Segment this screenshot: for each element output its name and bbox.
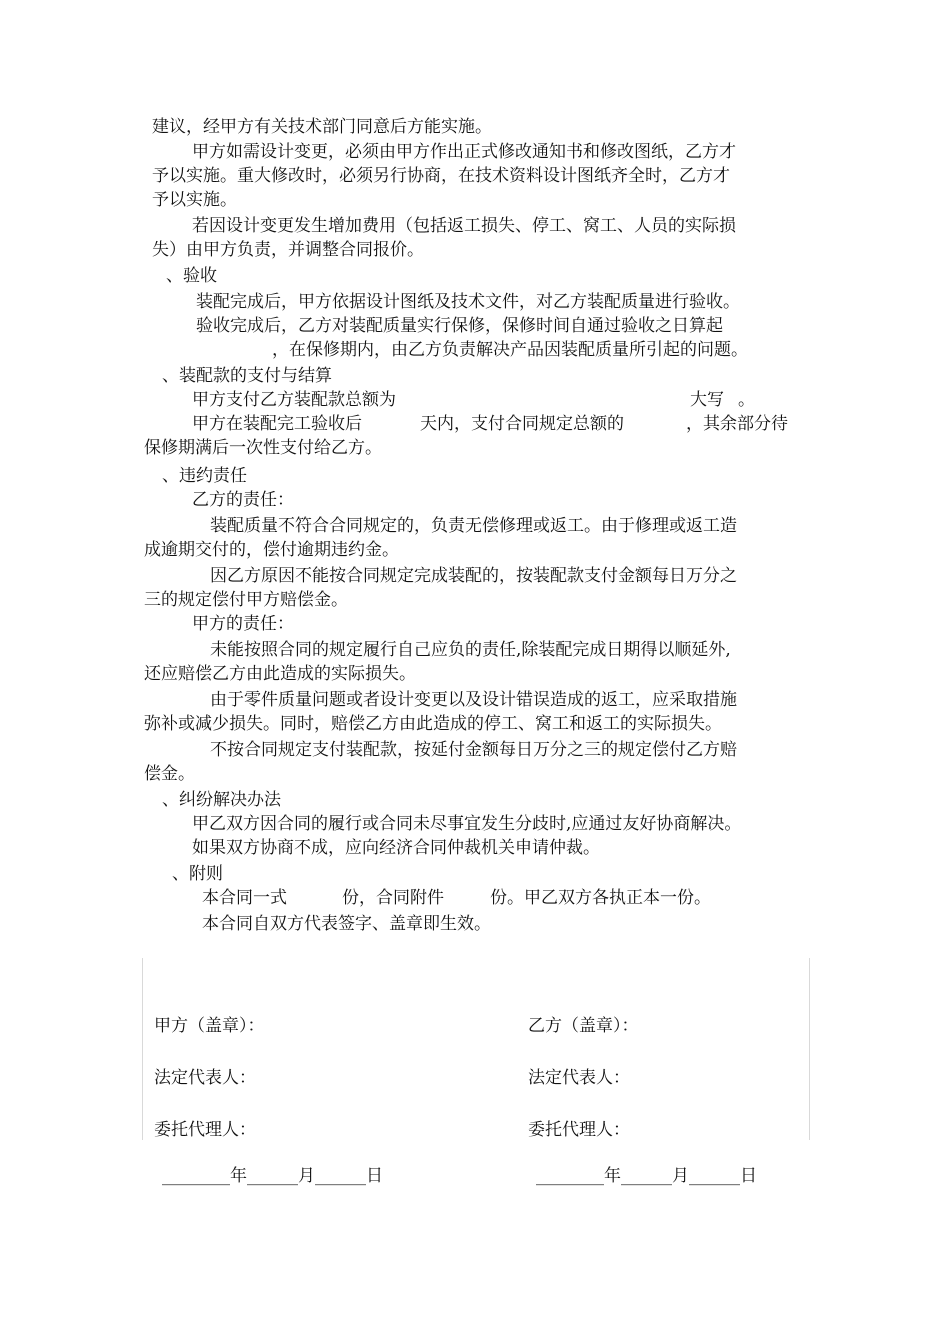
paragraph-design-change-line2: 予以实施。重大修改时，必须另行协商，在技术资料设计图纸齐全时，乙方才 xyxy=(152,166,730,186)
acceptance-line3: ，在保修期内，由乙方负责解决产品因装配质量所引起的问题。 xyxy=(272,340,748,360)
subheading-party-a-liability: 甲方的责任： xyxy=(192,614,294,634)
party-b-seal-label: 乙方（盖章）： xyxy=(528,1016,639,1036)
party-b-legal-rep-label: 法定代表人： xyxy=(528,1068,630,1088)
paragraph-design-approval: 建议，经甲方有关技术部门同意后方能实施。 xyxy=(152,117,492,137)
party-a-liability1-line1: 未能按照合同的规定履行自己应负的责任,除装配完成日期得以顺延外, xyxy=(210,640,731,660)
party-b-liability2-line1: 因乙方原因不能按合同规定完成装配的，按装配款支付金额每日万分之 xyxy=(210,566,737,586)
dispute-line2: 如果双方协商不成，应向经济合同仲裁机关申请仲裁。 xyxy=(192,838,600,858)
signature-block xyxy=(142,958,810,1140)
payment-terms-line2: 保修期满后一次性支付给乙方。 xyxy=(144,438,382,458)
party-a-agent-label: 委托代理人： xyxy=(154,1120,256,1140)
acceptance-line2: 验收完成后，乙方对装配质量实行保修，保修时间自通过验收之日算起 xyxy=(196,316,723,336)
subheading-party-b-liability: 乙方的责任： xyxy=(192,490,294,510)
payment-total-end: 。 xyxy=(738,390,755,410)
heading-dispute: 、纠纷解决办法 xyxy=(162,790,281,810)
paragraph-design-change-line3: 予以实施。 xyxy=(152,190,237,210)
heading-payment: 、装配款的支付与结算 xyxy=(162,366,332,386)
heading-acceptance: 、验收 xyxy=(166,266,217,286)
payment-terms-part3: ，其余部分待 xyxy=(686,414,788,434)
payment-terms-part1: 甲方在装配完工验收后 xyxy=(192,414,362,434)
paragraph-design-change-line1: 甲方如需设计变更，必须由甲方作出正式修改通知书和修改图纸，乙方才 xyxy=(192,142,736,162)
party-a-liability1-line2: 还应赔偿乙方由此造成的实际损失。 xyxy=(144,664,416,684)
heading-breach: 、违约责任 xyxy=(162,466,247,486)
copies-part2: 份，合同附件 xyxy=(342,888,444,908)
payment-capital-label: 大写 xyxy=(690,390,724,410)
copies-part3: 份。甲乙双方各执正本一份。 xyxy=(490,888,711,908)
party-a-legal-rep-label: 法定代表人： xyxy=(154,1068,256,1088)
copies-part1: 本合同一式 xyxy=(202,888,287,908)
party-b-liability2-line2: 三的规定偿付甲方赔偿金。 xyxy=(144,590,348,610)
paragraph-extra-cost-line2: 失）由甲方负责，并调整合同报价。 xyxy=(152,240,424,260)
party-a-liability2-line1: 由于零件质量问题或者设计变更以及设计错误造成的返工，应采取措施 xyxy=(210,690,737,710)
party-a-liability3-line2: 偿金。 xyxy=(144,764,195,784)
party-a-liability3-line1: 不按合同规定支付装配款，按延付金额每日万分之三的规定偿付乙方赔 xyxy=(210,740,737,760)
acceptance-line1: 装配完成后，甲方依据设计图纸及技术文件，对乙方装配质量进行验收。 xyxy=(196,292,740,312)
party-b-liability1-line1: 装配质量不符合合同规定的，负责无偿修理或返工。由于修理或返工造 xyxy=(210,516,737,536)
party-a-liability2-line2: 弥补或减少损失。同时，赔偿乙方由此造成的停工、窝工和返工的实际损失。 xyxy=(144,714,722,734)
party-a-date-line: ________年______月______日 xyxy=(162,1166,383,1186)
payment-terms-part2: 天内，支付合同规定总额的 xyxy=(420,414,624,434)
heading-supplementary: 、附则 xyxy=(172,864,223,884)
payment-total-label: 甲方支付乙方装配款总额为 xyxy=(192,390,396,410)
effective-clause: 本合同自双方代表签字、盖章即生效。 xyxy=(202,914,491,934)
party-b-date-line: ________年______月______日 xyxy=(536,1166,757,1186)
paragraph-extra-cost-line1: 若因设计变更发生增加费用（包括返工损失、停工、窝工、人员的实际损 xyxy=(192,216,736,236)
party-b-agent-label: 委托代理人： xyxy=(528,1120,630,1140)
dispute-line1: 甲乙双方因合同的履行或合同未尽事宜发生分歧时,应通过友好协商解决。 xyxy=(192,814,742,834)
party-a-seal-label: 甲方（盖章）： xyxy=(154,1016,265,1036)
party-b-liability1-line2: 成逾期交付的，偿付逾期违约金。 xyxy=(144,540,399,560)
